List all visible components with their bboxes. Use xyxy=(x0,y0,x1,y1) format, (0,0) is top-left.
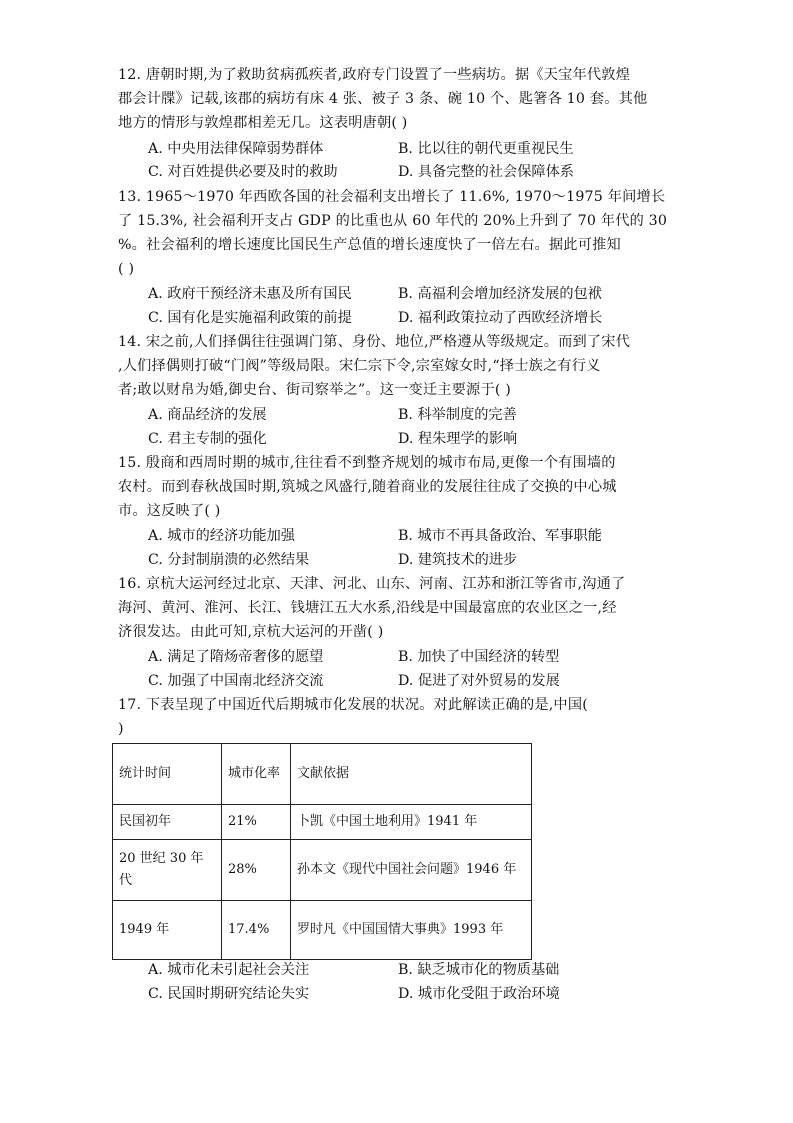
question-17-option-d: D. 城市化受阻于政治环境 xyxy=(398,986,560,1002)
question-13-options-row-1 xyxy=(148,284,678,304)
question-15-line-2: 农村。而到春秋战国时期,筑城之风盛行,随着商业的发展往往成了交换的中心城 xyxy=(118,479,617,495)
table-cell: 民国初年 xyxy=(113,805,222,840)
table-cell: 罗时凡《中国国情大事典》1993 年 xyxy=(291,901,532,960)
question-14-line-3: 者;敢以财帛为婚,御史台、街司察举之”。这一变迁主要源于( ) xyxy=(118,382,512,398)
question-17-line-2: ) xyxy=(118,721,124,737)
question-15-options-row-1 xyxy=(148,526,678,546)
table-row xyxy=(113,901,532,960)
question-14-option-a: A. 商品经济的发展 xyxy=(148,407,267,423)
table-row xyxy=(113,805,532,840)
question-15-line-3: 市。这反映了( ) xyxy=(118,503,221,519)
question-12-option-d: D. 具备完整的社会保障体系 xyxy=(398,164,574,180)
table-cell: 卜凯《中国土地利用》1941 年 xyxy=(291,805,532,840)
table-cell: 21% xyxy=(222,805,291,840)
question-14-line-1: 14. 宋之前,人们择偶往往强调门第、身份、地位,严格遵从等级规定。而到了宋代 xyxy=(118,334,631,350)
question-12-line-2: 郡会计牒》记载,该郡的病坊有床 4 张、被子 3 条、碗 10 个、匙箸各 10 套。其他 xyxy=(118,91,648,107)
question-14-line-2: ,人们择偶则打破“门阀”等级局限。宋仁宗下令,宗室嫁女时,“择士族之有行义 xyxy=(118,358,601,374)
question-17-line-1: 17. 下表呈现了中国近代后期城市化发展的状况。对此解读正确的是,中国( xyxy=(118,697,588,713)
question-12-option-a: A. 中央用法律保障弱势群体 xyxy=(148,141,324,157)
table-cell: 28% xyxy=(222,840,291,901)
table-header-cell: 文献依据 xyxy=(291,744,532,805)
question-13-line-3: %。社会福利的增长速度比国民生产总值的增长速度快了一倍左右。据此可推知 xyxy=(118,237,621,253)
question-14-option-c: C. 君主专制的强化 xyxy=(148,431,267,447)
question-13-options-row-2 xyxy=(148,308,678,328)
question-15-options-row-2 xyxy=(148,550,678,570)
question-13-option-a: A. 政府干预经济未惠及所有国民 xyxy=(148,286,352,302)
question-16-option-c: C. 加强了中国南北经济交流 xyxy=(148,673,324,689)
question-12-option-b: B. 比以往的朝代更重视民生 xyxy=(398,141,574,157)
question-13-line-2: 了 15.3%, 社会福利开支占 GDP 的比重也从 60 年代的 20%上升到了 70 年代的 30 xyxy=(118,213,668,229)
question-17-options-row-1 xyxy=(148,960,678,980)
question-16-option-d: D. 促进了对外贸易的发展 xyxy=(398,673,560,689)
question-12-line-1: 12. 唐朝时期,为了救助贫病孤疾者,政府专门设置了一些病坊。据《天宝年代敦煌 xyxy=(118,67,631,83)
question-15-option-a: A. 城市的经济功能加强 xyxy=(148,528,295,544)
question-12-options-row-2 xyxy=(148,162,678,182)
question-16-option-b: B. 加快了中国经济的转型 xyxy=(398,649,560,665)
urbanization-table xyxy=(112,743,532,960)
question-16-options-row-1 xyxy=(148,647,678,667)
question-17-option-c: C. 民国时期研究结论失实 xyxy=(148,986,310,1002)
question-14-option-d: D. 程朱理学的影响 xyxy=(398,431,518,447)
question-13-line-1: 13. 1965～1970 年西欧各国的社会福利支出增长了 11.6%, 1970～1975 年间增长 xyxy=(118,189,666,205)
table-row xyxy=(113,840,532,901)
question-15-line-1: 15. 殷商和西周时期的城市,往往看不到整齐规划的城市布局,更像一个有围墙的 xyxy=(118,455,616,471)
question-17-options-row-2 xyxy=(148,984,678,1004)
question-16-options-row-2 xyxy=(148,671,678,691)
question-13-option-b: B. 高福利会增加经济发展的包袱 xyxy=(398,286,602,302)
table-cell: 17.4% xyxy=(222,901,291,960)
question-16-option-a: A. 满足了隋炀帝奢侈的愿望 xyxy=(148,649,324,665)
question-12-options-row-1 xyxy=(148,139,678,159)
question-15-option-c: C. 分封制崩溃的必然结果 xyxy=(148,552,310,568)
table-cell: 20 世纪 30 年代 xyxy=(113,840,222,901)
question-14-options-row-2 xyxy=(148,429,678,449)
table-header-cell: 城市化率 xyxy=(222,744,291,805)
question-13-option-c: C. 国有化是实施福利政策的前提 xyxy=(148,310,352,326)
question-13-line-4: ( ) xyxy=(118,261,135,277)
table-cell: 1949 年 xyxy=(113,901,222,960)
question-14-option-b: B. 科举制度的完善 xyxy=(398,407,517,423)
question-13-option-d: D. 福利政策拉动了西欧经济增长 xyxy=(398,310,603,326)
question-15-option-b: B. 城市不再具备政治、军事职能 xyxy=(398,528,602,544)
question-16-line-3: 济很发达。由此可知,京杭大运河的开凿( ) xyxy=(118,624,384,640)
question-16-line-2: 海河、黄河、淮河、长江、钱塘江五大水系,沿线是中国最富庶的农业区之一,经 xyxy=(118,600,617,616)
question-15-option-d: D. 建筑技术的进步 xyxy=(398,552,518,568)
table-header-cell: 统计时间 xyxy=(113,744,222,805)
question-12-option-c: C. 对百姓提供必要及时的救助 xyxy=(148,164,338,180)
question-12-line-3: 地方的情形与敦煌郡相差无几。这表明唐朝( ) xyxy=(118,115,408,131)
question-17-option-b: B. 缺乏城市化的物质基础 xyxy=(398,962,560,978)
table-cell: 孙本文《现代中国社会问题》1946 年 xyxy=(291,840,532,901)
question-16-line-1: 16. 京杭大运河经过北京、天津、河北、山东、河南、江苏和浙江等省市,沟通了 xyxy=(118,576,626,592)
table-header-row xyxy=(113,744,532,805)
question-17-option-a: A. 城市化未引起社会关注 xyxy=(148,962,310,978)
question-14-options-row-1 xyxy=(148,405,678,425)
